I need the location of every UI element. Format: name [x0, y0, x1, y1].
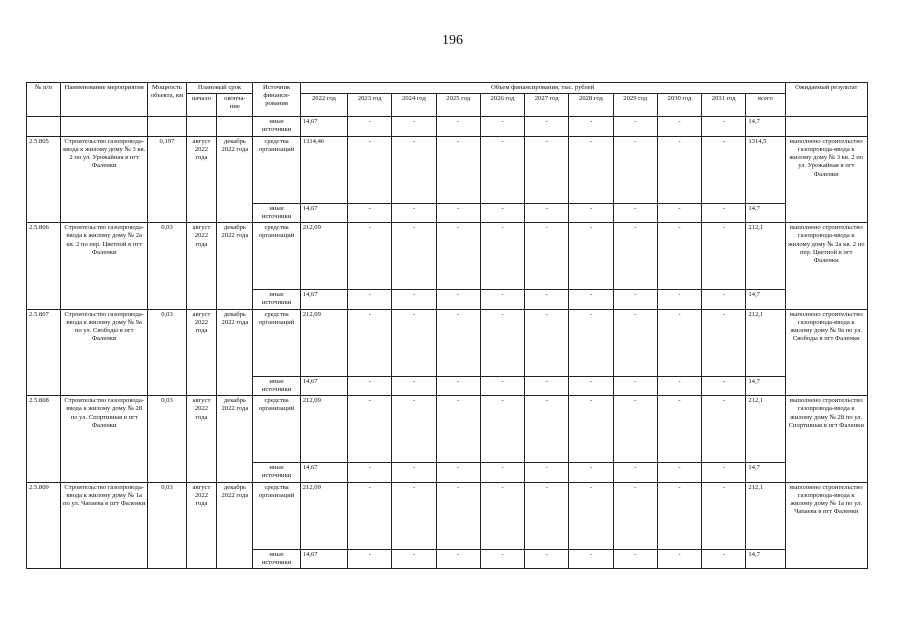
cell-name: Строительство газопровода-ввода к жилому дому № 28 по ул. Спортивная в пгт Фаленки [60, 396, 147, 482]
cell-total: 212,1 [746, 309, 785, 376]
cell-dash: - [702, 117, 746, 136]
cell-dash: - [392, 117, 436, 136]
cell-dash: - [613, 290, 657, 309]
cell-start: август 2022 года [186, 396, 217, 482]
cell-dash: - [348, 309, 392, 376]
cell-capacity: 0,03 [148, 482, 186, 568]
cell-dash: - [657, 549, 701, 568]
header-year: 2031 год [702, 94, 746, 117]
cell-dash: - [569, 290, 613, 309]
cell-end: декабрь 2022 года [217, 223, 253, 309]
cell-source: иные источники [253, 376, 300, 395]
cell-empty [186, 117, 217, 136]
cell-name: Строительство газопровода-ввода к жилому дому № 3 кв. 2 по ул. Урожайная в пгт Фаленки [60, 136, 147, 222]
header-sources: Источник финанси-рования [253, 83, 300, 117]
cell-dash: - [480, 309, 524, 376]
cell-dash: - [348, 290, 392, 309]
cell-dash: - [702, 482, 746, 549]
header-capacity: Мощность объекта, км [148, 83, 186, 117]
cell-dash: - [525, 309, 569, 376]
cell-dash: - [348, 396, 392, 463]
cell-total: 14,7 [746, 376, 785, 395]
cell-dash: - [480, 376, 524, 395]
cell-dash: - [436, 376, 480, 395]
cell-dash: - [392, 482, 436, 549]
cell-dash: - [392, 290, 436, 309]
cell-total: 14,7 [746, 290, 785, 309]
cell-code: 2.5.808 [27, 396, 61, 482]
cell-dash: - [436, 482, 480, 549]
cell-dash: - [569, 223, 613, 290]
cell-dash: - [569, 482, 613, 549]
cell-dash: - [657, 223, 701, 290]
cell-dash: - [613, 203, 657, 222]
header-name: Наименование мероприятия [60, 83, 147, 117]
header-plan-start: начало [186, 94, 217, 117]
cell-dash: - [569, 549, 613, 568]
cell-dash: - [480, 117, 524, 136]
cell-2022: 212,09 [300, 396, 347, 463]
cell-dash: - [436, 309, 480, 376]
table-row [27, 136, 868, 203]
cell-dash: - [702, 290, 746, 309]
page-number: 196 [442, 33, 463, 48]
table-row [27, 117, 868, 136]
cell-dash: - [702, 223, 746, 290]
table-row [27, 223, 868, 290]
cell-result: выполнено строительство газопровода-ввода к жилому дому № 28 по ул. Спортивная в пгт Фаленки [785, 396, 867, 482]
header-plan-end: оконча-ние [217, 94, 253, 117]
cell-code: 2.5.809 [27, 482, 61, 568]
cell-total: 14,7 [746, 117, 785, 136]
cell-source: средства организаций [253, 136, 300, 203]
header-year: 2022 год [300, 94, 347, 117]
cell-dash: - [480, 203, 524, 222]
cell-source: средства организаций [253, 309, 300, 376]
cell-dash: - [613, 396, 657, 463]
cell-dash: - [613, 223, 657, 290]
cell-dash: - [569, 376, 613, 395]
cell-capacity: 0,197 [148, 136, 186, 222]
cell-dash: - [613, 117, 657, 136]
cell-source: иные источники [253, 203, 300, 222]
cell-dash: - [392, 463, 436, 482]
cell-2022: 14,67 [300, 549, 347, 568]
cell-end: декабрь 2022 года [217, 309, 253, 395]
cell-dash: - [392, 396, 436, 463]
cell-dash: - [525, 396, 569, 463]
cell-dash: - [436, 396, 480, 463]
cell-source: иные источники [253, 549, 300, 568]
cell-dash: - [702, 203, 746, 222]
cell-code: 2.5.806 [27, 223, 61, 309]
cell-capacity: 0,03 [148, 396, 186, 482]
cell-dash: - [348, 463, 392, 482]
cell-code: 2.5.807 [27, 309, 61, 395]
cell-2022: 14,67 [300, 117, 347, 136]
header-year: 2026 год [480, 94, 524, 117]
cell-dash: - [392, 203, 436, 222]
cell-dash: - [436, 136, 480, 203]
cell-result: выполнено строительство газопровода-ввода к жилому дому № 1а по ул. Чапаева в пгт Фаленки [785, 482, 867, 568]
cell-total: 14,7 [746, 203, 785, 222]
cell-dash: - [613, 549, 657, 568]
cell-total: 212,1 [746, 223, 785, 290]
cell-dash: - [348, 136, 392, 203]
cell-code: 2.5.805 [27, 136, 61, 222]
cell-2022: 14,67 [300, 463, 347, 482]
header-year: 2024 год [392, 94, 436, 117]
cell-total: 14,7 [746, 549, 785, 568]
cell-start: август 2022 года [186, 309, 217, 395]
cell-dash: - [525, 290, 569, 309]
cell-dash: - [657, 463, 701, 482]
cell-dash: - [436, 117, 480, 136]
cell-dash: - [392, 309, 436, 376]
header-no: № п/п [27, 83, 61, 117]
cell-start: август 2022 года [186, 136, 217, 222]
cell-dash: - [525, 376, 569, 395]
cell-result: выполнено строительство газопровода-ввода к жилому дому № 2а кв. 2 по пер. Цветной в пгт Фаленки [785, 223, 867, 309]
cell-dash: - [436, 463, 480, 482]
cell-dash: - [569, 203, 613, 222]
cell-dash: - [436, 549, 480, 568]
cell-source: средства организаций [253, 482, 300, 549]
cell-empty [217, 117, 253, 136]
cell-dash: - [702, 136, 746, 203]
cell-dash: - [348, 482, 392, 549]
cell-name: Строительство газопровода-ввода к жилому дому № 2а кв. 2 по пер. Цветной в пгт Фаленки [60, 223, 147, 309]
cell-dash: - [348, 549, 392, 568]
cell-dash: - [569, 463, 613, 482]
header-year: 2027 год [525, 94, 569, 117]
cell-empty [148, 117, 186, 136]
cell-dash: - [348, 376, 392, 395]
cell-dash: - [569, 309, 613, 376]
cell-dash: - [657, 136, 701, 203]
cell-dash: - [392, 549, 436, 568]
cell-dash: - [702, 549, 746, 568]
cell-source: иные источники [253, 290, 300, 309]
header-result: Ожидаемый результат [785, 83, 867, 117]
cell-dash: - [392, 136, 436, 203]
cell-dash: - [657, 376, 701, 395]
cell-total: 1314,5 [746, 136, 785, 203]
cell-dash: - [525, 136, 569, 203]
cell-dash: - [702, 396, 746, 463]
cell-name: Строительство газопровода-ввода к жилому дому № 1а по ул. Чапаева в пгт Фаленки [60, 482, 147, 568]
cell-dash: - [657, 309, 701, 376]
cell-dash: - [392, 376, 436, 395]
cell-2022: 212,09 [300, 223, 347, 290]
table-header-row [27, 83, 868, 94]
cell-dash: - [436, 203, 480, 222]
cell-dash: - [702, 376, 746, 395]
cell-dash: - [657, 396, 701, 463]
cell-total: 14,7 [746, 463, 785, 482]
cell-dash: - [657, 482, 701, 549]
cell-capacity: 0,03 [148, 223, 186, 309]
cell-empty [785, 117, 867, 136]
cell-2022: 212,09 [300, 309, 347, 376]
cell-2022: 14,67 [300, 376, 347, 395]
cell-dash: - [613, 482, 657, 549]
cell-dash: - [525, 223, 569, 290]
cell-dash: - [525, 549, 569, 568]
cell-dash: - [613, 463, 657, 482]
cell-total: 212,1 [746, 482, 785, 549]
cell-dash: - [348, 117, 392, 136]
cell-dash: - [525, 117, 569, 136]
cell-dash: - [657, 117, 701, 136]
cell-capacity: 0,03 [148, 309, 186, 395]
cell-dash: - [348, 223, 392, 290]
cell-dash: - [525, 463, 569, 482]
cell-dash: - [657, 290, 701, 309]
cell-total: 212,1 [746, 396, 785, 463]
cell-dash: - [480, 482, 524, 549]
cell-dash: - [480, 396, 524, 463]
header-year: 2023 год [348, 94, 392, 117]
header-plan: Плановый срок [186, 83, 253, 94]
cell-result: выполнено строительство газопровода-ввода к жилому дому № 3 кв. 2 по ул. Урожайная в пгт Фаленки [785, 136, 867, 222]
cell-dash: - [613, 136, 657, 203]
table-row [27, 482, 868, 549]
cell-dash: - [569, 136, 613, 203]
cell-name: Строительство газопровода-ввода к жилому дому № 9а по ул. Свободы в пгт Фаленки [60, 309, 147, 395]
cell-2022: 14,67 [300, 290, 347, 309]
cell-empty [60, 117, 147, 136]
cell-start: август 2022 года [186, 482, 217, 568]
cell-dash: - [480, 136, 524, 203]
cell-dash: - [569, 117, 613, 136]
header-year: 2025 год [436, 94, 480, 117]
header-year: 2030 год [657, 94, 701, 117]
cell-dash: - [613, 376, 657, 395]
cell-empty [27, 117, 61, 136]
cell-dash: - [569, 396, 613, 463]
cell-source: иные источники [253, 463, 300, 482]
cell-dash: - [436, 290, 480, 309]
cell-dash: - [702, 463, 746, 482]
cell-result: выполнено строительство газопровода-ввода к жилому дому № 9а по ул. Свободы в пгт Фаленки [785, 309, 867, 395]
table-row [27, 396, 868, 463]
financing-table [26, 82, 868, 569]
cell-end: декабрь 2022 года [217, 396, 253, 482]
cell-dash: - [480, 549, 524, 568]
cell-dash: - [613, 309, 657, 376]
cell-dash: - [348, 203, 392, 222]
cell-2022: 14,67 [300, 203, 347, 222]
cell-dash: - [657, 203, 701, 222]
header-year: 2029 год [613, 94, 657, 117]
cell-dash: - [702, 309, 746, 376]
header-year: 2028 год [569, 94, 613, 117]
table-row [27, 309, 868, 376]
cell-dash: - [480, 463, 524, 482]
cell-start: август 2022 года [186, 223, 217, 309]
cell-source: средства организаций [253, 223, 300, 290]
cell-2022: 1314,46 [300, 136, 347, 203]
cell-source: иные источники [253, 117, 300, 136]
cell-dash: - [436, 223, 480, 290]
cell-dash: - [392, 223, 436, 290]
cell-dash: - [480, 223, 524, 290]
header-finance: Объем финансирования, тыс. рублей [300, 83, 785, 94]
cell-dash: - [525, 482, 569, 549]
cell-source: средства организаций [253, 396, 300, 463]
cell-2022: 212,09 [300, 482, 347, 549]
header-total: всего [746, 94, 785, 117]
cell-end: декабрь 2022 года [217, 136, 253, 222]
cell-end: декабрь 2022 года [217, 482, 253, 568]
cell-dash: - [480, 290, 524, 309]
cell-dash: - [525, 203, 569, 222]
